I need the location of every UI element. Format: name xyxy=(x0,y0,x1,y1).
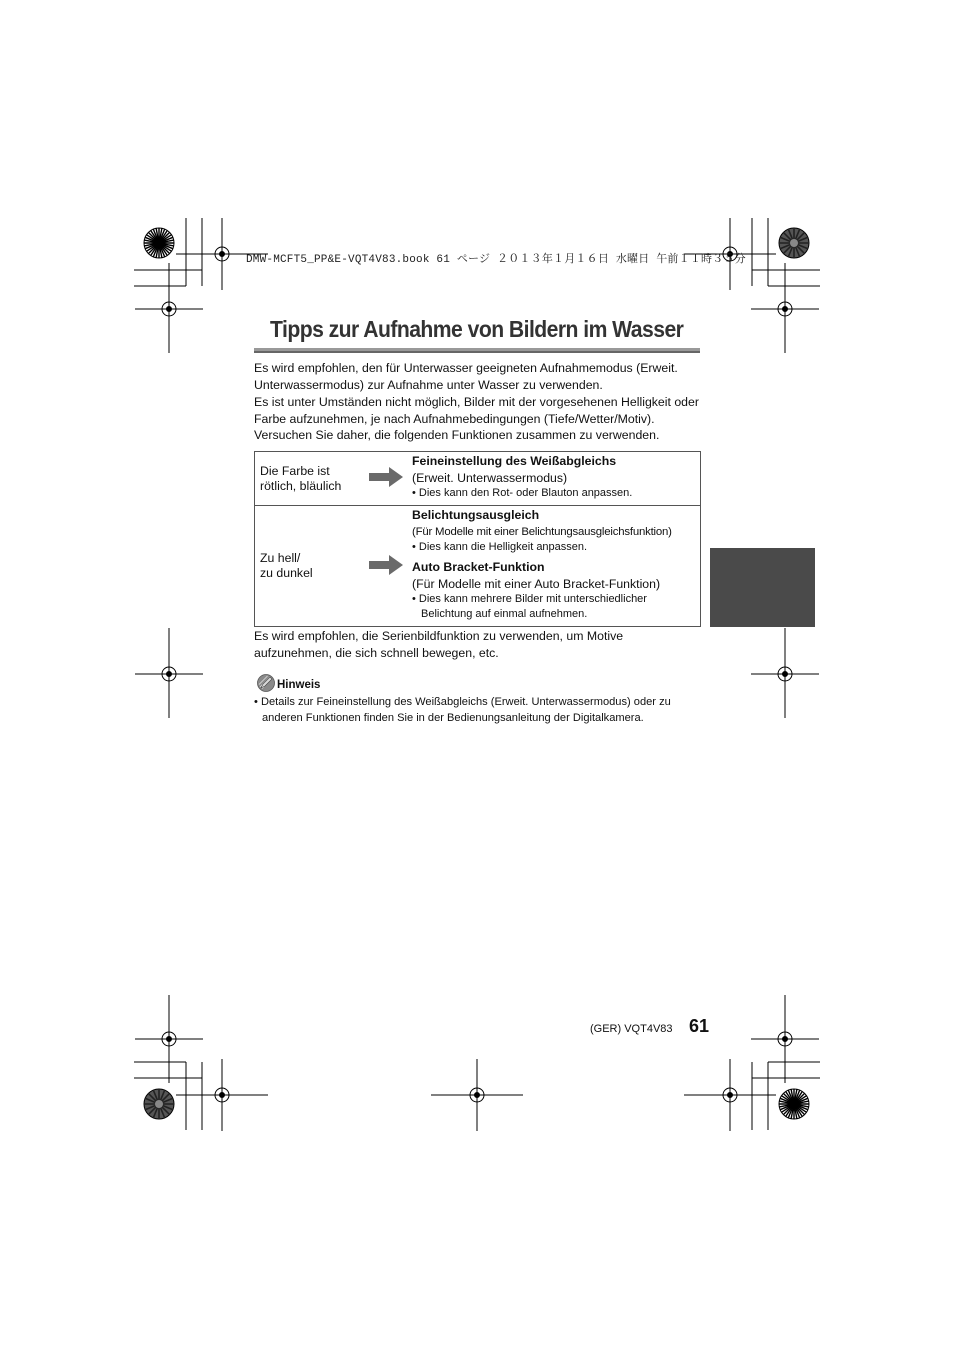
right-arrow-icon xyxy=(369,555,403,575)
condition-line: Die Farbe ist xyxy=(260,463,330,478)
function-name: Belichtungsausgleich xyxy=(412,508,540,522)
function-detail: (Für Modelle mit einer Auto Bracket-Funktion) xyxy=(412,576,661,591)
note-text: • Details zur Feineinstellung des Weißabgleichs (Erweit. Unterwassermodus) oder zu anderen Funktionen finden Sie in der Bedienungsanleitung der Digitalkamera. xyxy=(254,694,712,726)
function-detail: (Für Modelle mit einer Belichtungsausgleichsfunktion) xyxy=(412,525,672,538)
intro-line: Versuchen Sie daher, die folgenden Funktionen zusammen zu verwenden. xyxy=(254,428,660,443)
table-row xyxy=(255,506,701,627)
intro-line: Farbe aufzunehmen, je nach Aufnahmebedingungen (Tiefe/Wetter/Motiv). xyxy=(254,411,655,426)
function-cell xyxy=(408,452,701,506)
page-number: 61 xyxy=(689,1016,710,1036)
condition-line: Zu hell/ xyxy=(260,551,301,565)
print-header: DMW-MCFT5_PP&E-VQT4V83.book 61 ページ ２０１３年１月１６日 水曜日 午前１１時３５分 xyxy=(246,254,746,266)
condition-cell xyxy=(255,452,365,506)
intro-paragraph-2 xyxy=(254,394,704,444)
table-row xyxy=(255,452,701,506)
chapter-side-tab xyxy=(710,548,815,627)
function-name: Auto Bracket-Funktion xyxy=(412,560,545,574)
right-arrow-icon xyxy=(369,467,403,487)
function-name: Feineinstellung des Weißabgleichs xyxy=(412,454,617,468)
function-cell xyxy=(408,506,701,627)
function-note: • Dies kann mehrere Bilder mit unterschiedlicher Belichtung auf einmal aufnehmen. xyxy=(412,592,696,622)
condition-cell xyxy=(255,506,365,627)
arrow-cell xyxy=(364,452,408,506)
page-title: Tipps zur Aufnahme von Bildern im Wasser xyxy=(270,316,684,342)
title-underline xyxy=(254,348,700,353)
footer-code: (GER) VQT4V83 xyxy=(590,1023,673,1035)
after-table-paragraph: Es wird empfohlen, die Serienbildfunktion zu verwenden, um Motive aufzunehmen, die sich schnell bewegen, etc. xyxy=(254,629,624,660)
note-label: Hinweis xyxy=(277,679,321,691)
condition-line: rötlich, bläulich xyxy=(260,478,342,493)
function-note: • Dies kann die Helligkeit anpassen. xyxy=(412,540,696,555)
intro-paragraph-1: Es wird empfohlen, den für Unterwasser geeigneten Aufnahmemodus (Erweit. Unterwassermodus) zur Aufnahme unter Wasser zu verwenden. xyxy=(254,361,678,392)
intro-line: Es ist unter Umständen nicht möglich, Bilder mit der vorgesehenen Helligkeit oder xyxy=(254,395,699,409)
note-pencil-icon xyxy=(257,674,275,692)
function-detail: (Erweit. Unterwassermodus) xyxy=(412,470,568,485)
arrow-cell xyxy=(364,506,408,627)
function-note: • Dies kann den Rot- oder Blauton anpassen. xyxy=(412,486,696,501)
tips-table xyxy=(254,451,701,627)
condition-line: zu dunkel xyxy=(260,566,313,580)
